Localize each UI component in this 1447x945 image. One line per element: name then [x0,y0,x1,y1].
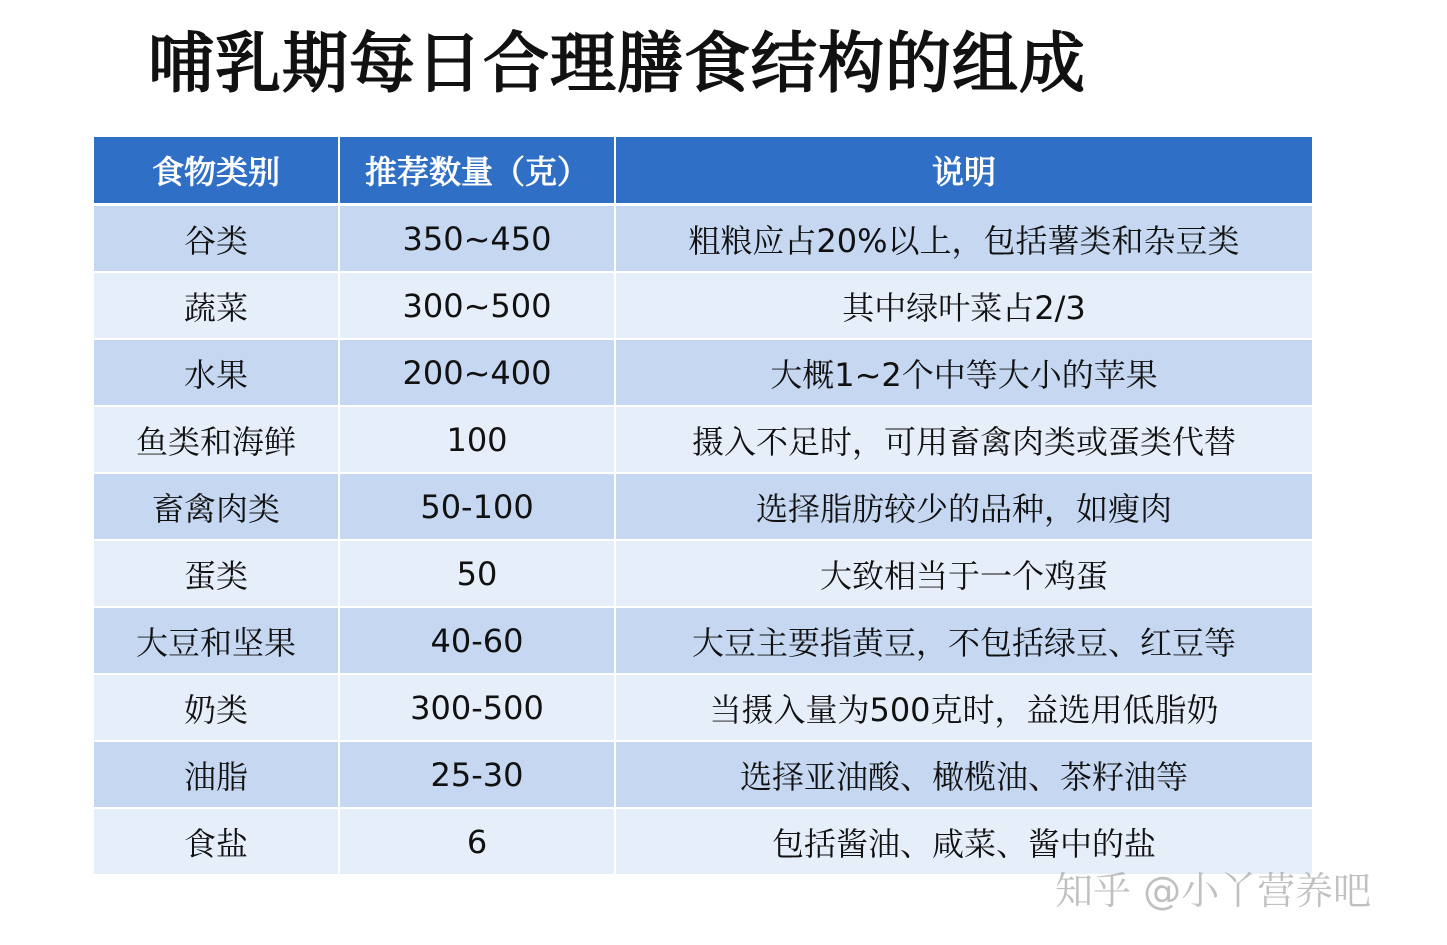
category-cell: 水果 [94,339,339,406]
amount-cell: 50-100 [339,473,615,540]
table-row [94,406,1312,473]
table-row [94,607,1312,674]
column-header-category: 食物类别 [94,137,339,205]
note-cell: 包括酱油、咸菜、酱中的盐 [615,808,1312,875]
diet-table [94,137,1312,876]
table-row [94,339,1312,406]
amount-cell: 300~500 [339,272,615,339]
table-row [94,674,1312,741]
table-row [94,741,1312,808]
amount-cell: 200~400 [339,339,615,406]
amount-cell: 6 [339,808,615,875]
note-cell: 粗粮应占20%以上，包括薯类和杂豆类 [615,205,1312,273]
column-header-note: 说明 [615,137,1312,205]
category-cell: 大豆和坚果 [94,607,339,674]
amount-cell: 300-500 [339,674,615,741]
category-cell: 蛋类 [94,540,339,607]
category-cell: 食盐 [94,808,339,875]
table-row [94,272,1312,339]
note-cell: 其中绿叶菜占2/3 [615,272,1312,339]
category-cell: 蔬菜 [94,272,339,339]
note-cell: 选择亚油酸、橄榄油、茶籽油等 [615,741,1312,808]
table-row [94,473,1312,540]
table-header-row [94,137,1312,205]
category-cell: 谷类 [94,205,339,273]
category-cell: 油脂 [94,741,339,808]
amount-cell: 25-30 [339,741,615,808]
note-cell: 大豆主要指黄豆，不包括绿豆、红豆等 [615,607,1312,674]
table-row [94,205,1312,273]
amount-cell: 50 [339,540,615,607]
page-title: 哺乳期每日合理膳食结构的组成 [148,25,1086,102]
note-cell: 大概1~2个中等大小的苹果 [615,339,1312,406]
note-cell: 当摄入量为500克时，益选用低脂奶 [615,674,1312,741]
category-cell: 畜禽肉类 [94,473,339,540]
amount-cell: 40-60 [339,607,615,674]
table-row [94,540,1312,607]
amount-cell: 350~450 [339,205,615,273]
note-cell: 选择脂肪较少的品种，如瘦肉 [615,473,1312,540]
zhihu-watermark: 知乎 @小丫营养吧 [1055,869,1372,913]
note-cell: 大致相当于一个鸡蛋 [615,540,1312,607]
amount-cell: 100 [339,406,615,473]
category-cell: 鱼类和海鲜 [94,406,339,473]
category-cell: 奶类 [94,674,339,741]
note-cell: 摄入不足时，可用畜禽肉类或蛋类代替 [615,406,1312,473]
column-header-amount: 推荐数量（克） [339,137,615,205]
